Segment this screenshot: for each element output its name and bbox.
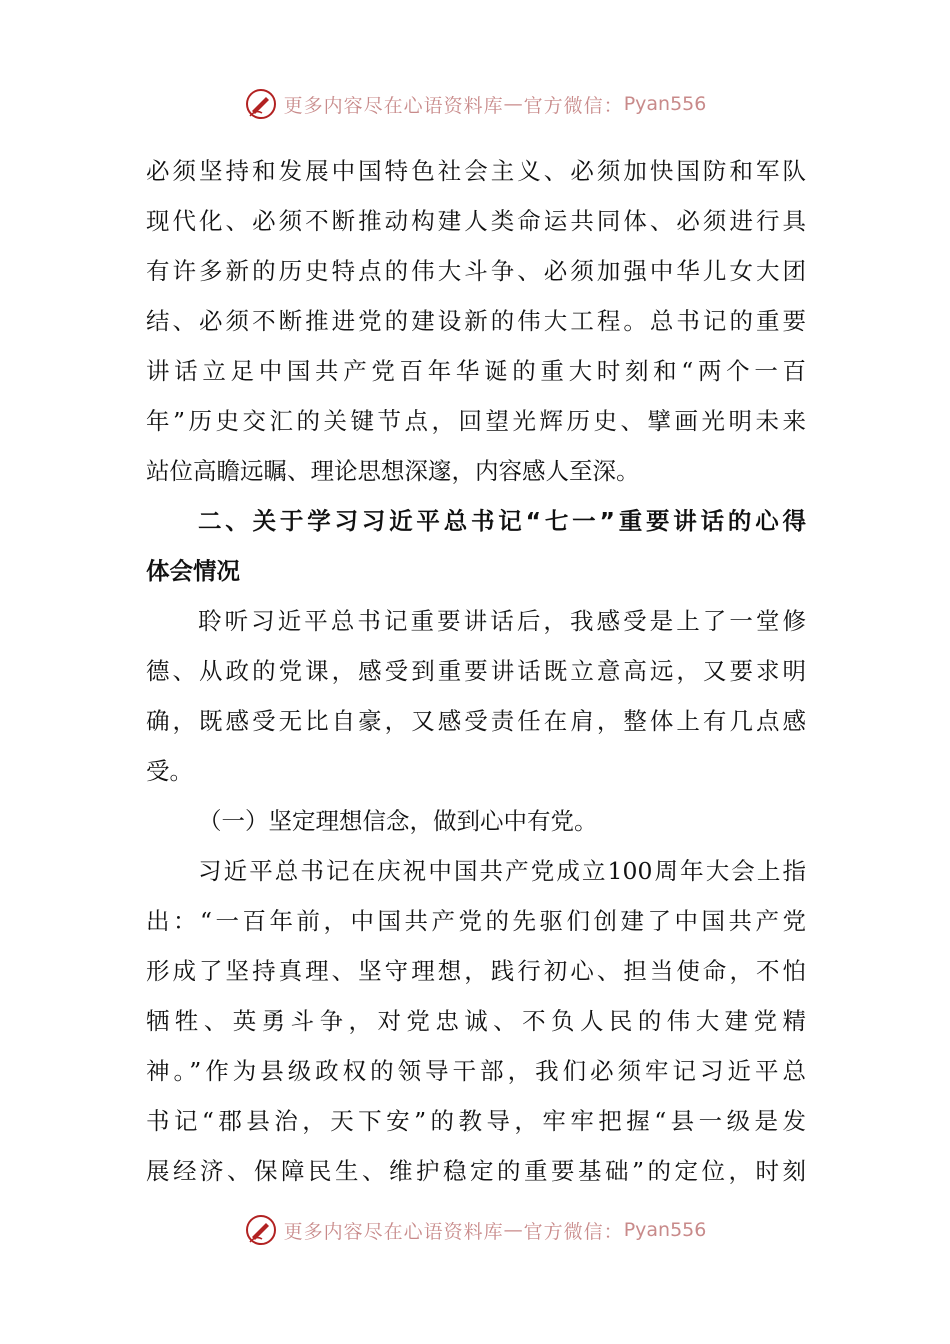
watermark-text: 更多内容尽在心语资料库 [283,94,504,117]
text-line: 结、必须不断推进党的建设新的伟大工程。总书记的重要 [146,307,806,335]
watermark-wechat-label: 官方微信： [523,94,624,117]
pen-logo-icon [244,1213,278,1247]
text-line: 受。 [146,757,193,785]
watermark-header [0,84,950,124]
document-body [146,146,806,1196]
watermark-wechat-label: 官方微信： [523,1220,624,1243]
text-line: 书记“郡县治，天下安”的教导，牢牢把握“县一级是发 [146,1107,806,1135]
subsection-heading: （一）坚定理想信念，做到心中有党。 [198,807,598,835]
text-line: 必须坚持和发展中国特色社会主义、必须加快国防和军队 [146,157,806,185]
text-line: 有许多新的历史特点的伟大斗争、必须加强中华儿女大团 [146,257,806,285]
text-line: 年”历史交汇的关键节点，回望光辉历史、擘画光明未来 [146,407,806,435]
text-line: 讲话立足中国共产党百年华诞的重大时刻和“两个一百 [146,357,806,385]
text-line: 形成了坚持真理、坚守理想，践行初心、担当使命，不怕 [146,957,806,985]
text-line: 习近平总书记在庆祝中国共产党成立100周年大会上指 [198,857,806,885]
watermark-separator: — [503,93,524,115]
section-heading-cont: 体会情况 [146,557,240,585]
text-line: 现代化、必须不断推动构建人类命运共同体、必须进行具 [146,207,806,235]
section-heading: 二、关于学习习近平总书记“七一”重要讲话的心得 [198,507,806,535]
text-line: 牺牲、英勇斗争，对党忠诚、不负人民的伟大建党精 [146,1007,806,1035]
pen-logo-icon [244,87,278,121]
text-line: 神。”作为县级政权的领导干部，我们必须牢记习近平总 [146,1057,806,1085]
watermark-footer [0,1210,950,1250]
text-line: 展经济、保障民生、维护稳定的重要基础”的定位，时刻 [146,1157,806,1185]
text-line: 出：“一百年前，中国共产党的先驱们创建了中国共产党 [146,907,806,935]
text-line: 聆听习近平总书记重要讲话后，我感受是上了一堂修 [198,607,806,635]
watermark-wechat-id: Pyan556 [623,1219,707,1241]
watermark-wechat-id: Pyan556 [623,93,707,115]
text-line: 确，既感受无比自豪，又感受责任在肩，整体上有几点感 [146,707,806,735]
text-line: 德、从政的党课，感受到重要讲话既立意高远，又要求明 [146,657,806,685]
watermark-text: 更多内容尽在心语资料库 [283,1220,504,1243]
text-line: 站位高瞻远瞩、理论思想深邃，内容感人至深。 [146,457,640,485]
watermark-separator: — [503,1219,524,1241]
